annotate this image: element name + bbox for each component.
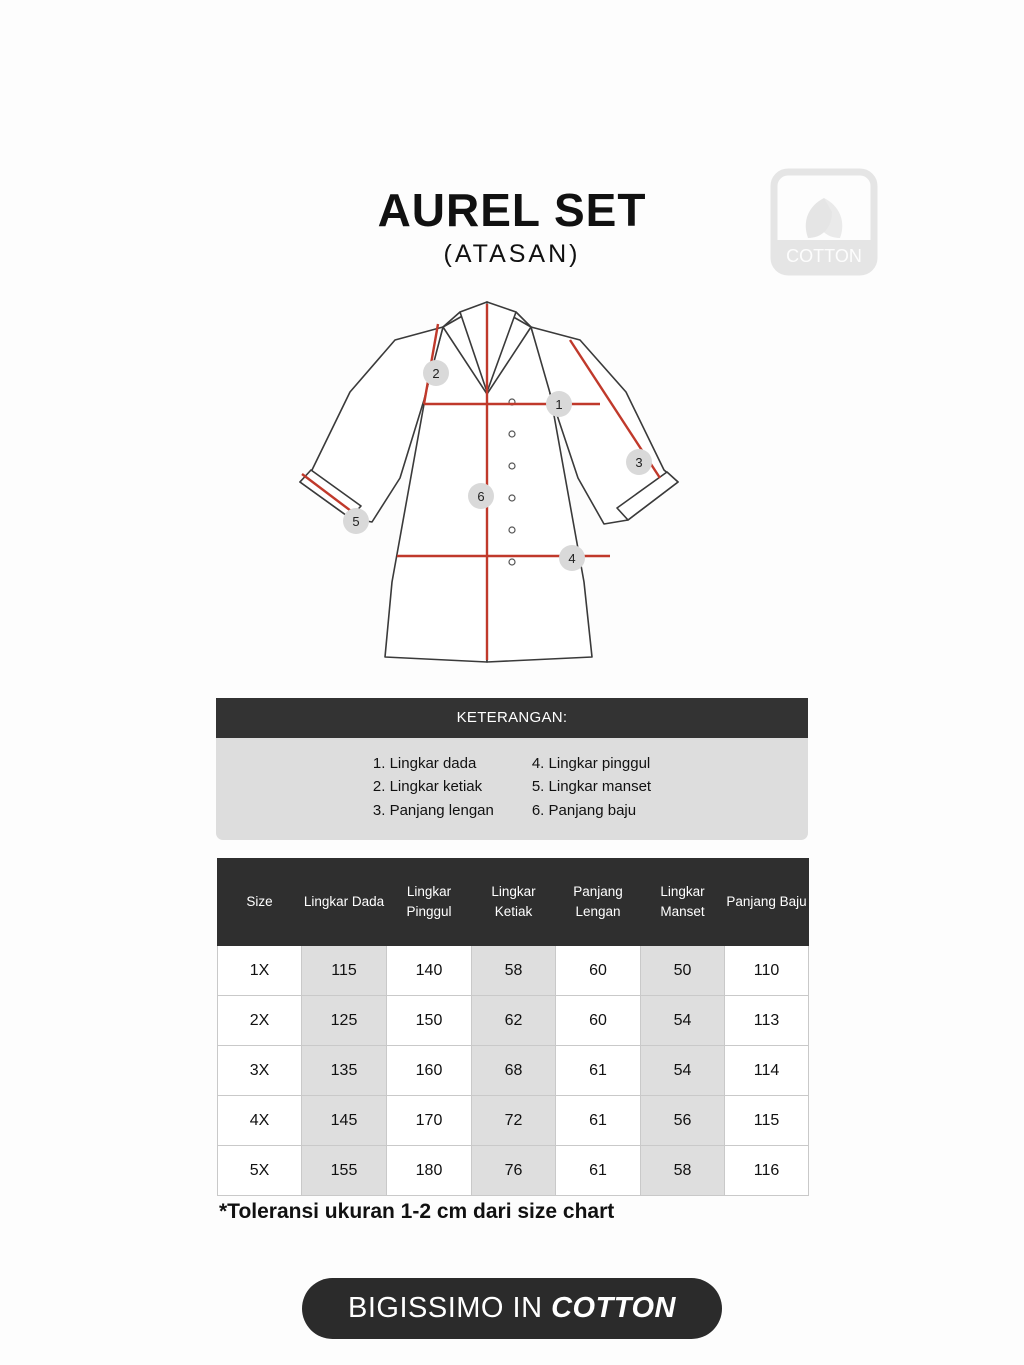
cell-lingkar-manset: 54 [641,1046,725,1096]
cell-lingkar-dada: 125 [302,996,387,1046]
keterangan-body [216,738,808,840]
column-header-size: Size [218,859,302,946]
cell-size: 4X [218,1096,302,1146]
table-row [218,1046,809,1096]
cell-panjang-baju: 116 [725,1146,809,1196]
cell-panjang-lengan: 61 [556,1096,641,1146]
keterangan-panel [216,698,808,840]
cell-lingkar-dada: 145 [302,1096,387,1146]
table-row [218,1146,809,1196]
tolerance-note: *Toleransi ukuran 1-2 cm dari size chart [219,1200,615,1223]
page-title: AUREL SET [377,184,647,236]
svg-text:2: 2 [432,366,440,381]
keterangan-left-column [373,752,494,822]
brand-name-plain: BIGISSIMO IN [348,1292,552,1324]
cell-size: 2X [218,996,302,1046]
cotton-leaf-icon [764,168,884,298]
page-subtitle: (ATASAN) [443,240,581,269]
column-header-panjang-lengan: Panjang Lengan [556,859,641,946]
column-header-lingkar-dada: Lingkar Dada [302,859,387,946]
keterangan-right-column [532,752,651,822]
svg-text:4: 4 [568,551,576,566]
keterangan-item: 5. Lingkar manset [531,778,652,796]
cell-lingkar-ketiak: 58 [472,946,556,996]
cell-lingkar-manset: 50 [641,946,725,996]
column-header-panjang-baju: Panjang Baju [725,859,809,946]
cell-panjang-lengan: 60 [556,996,641,1046]
table-header-row [218,859,809,946]
cell-lingkar-pinggul: 140 [387,946,472,996]
cell-lingkar-dada: 155 [302,1146,387,1196]
cell-lingkar-pinggul: 160 [387,1046,472,1096]
cell-size: 3X [218,1046,302,1096]
cell-lingkar-pinggul: 150 [387,996,472,1046]
column-header-lingkar-pinggul: Lingkar Pinggul [387,859,472,946]
brand-footer-badge [302,1278,722,1339]
cell-lingkar-dada: 115 [302,946,387,996]
table-row [218,1096,809,1146]
keterangan-item: 2. Lingkar ketiak [372,778,483,796]
cell-lingkar-manset: 54 [641,996,725,1046]
cell-panjang-baju: 115 [725,1096,809,1146]
keterangan-heading: KETERANGAN: [216,698,808,738]
cell-panjang-baju: 113 [725,996,809,1046]
size-chart-table-wrap [217,858,808,1196]
table-row [218,946,809,996]
cell-panjang-baju: 114 [725,1046,809,1096]
cell-lingkar-dada: 135 [302,1046,387,1096]
cell-panjang-lengan: 60 [556,946,641,996]
keterangan-item: 1. Lingkar dada [372,755,477,772]
svg-text:6: 6 [477,489,485,504]
cell-panjang-baju: 110 [725,946,809,996]
column-header-lingkar-ketiak: Lingkar Ketiak [472,859,556,946]
cell-lingkar-manset: 58 [641,1146,725,1196]
cell-size: 1X [218,946,302,996]
table-row [218,996,809,1046]
cell-size: 5X [218,1146,302,1196]
column-header-lingkar-manset: Lingkar Manset [641,859,725,946]
cell-lingkar-ketiak: 62 [472,996,556,1046]
cell-lingkar-pinggul: 180 [387,1146,472,1196]
cell-panjang-lengan: 61 [556,1046,641,1096]
cell-panjang-lengan: 61 [556,1146,641,1196]
size-chart-table [217,858,809,1196]
svg-text:3: 3 [635,455,643,470]
svg-text:5: 5 [352,514,360,529]
cell-lingkar-pinggul: 170 [387,1096,472,1146]
svg-text:1: 1 [555,397,563,412]
svg-text:COTTON: COTTON [786,246,862,266]
brand-name-italic: COTTON [551,1292,676,1324]
keterangan-item: 6. Panjang baju [531,801,637,819]
blouse-technical-drawing [0,282,1024,672]
cell-lingkar-manset: 56 [641,1096,725,1146]
cell-lingkar-ketiak: 72 [472,1096,556,1146]
keterangan-item: 4. Lingkar pinggul [531,755,651,772]
cell-lingkar-ketiak: 68 [472,1046,556,1096]
cell-lingkar-ketiak: 76 [472,1146,556,1196]
keterangan-item: 3. Panjang lengan [372,801,494,819]
